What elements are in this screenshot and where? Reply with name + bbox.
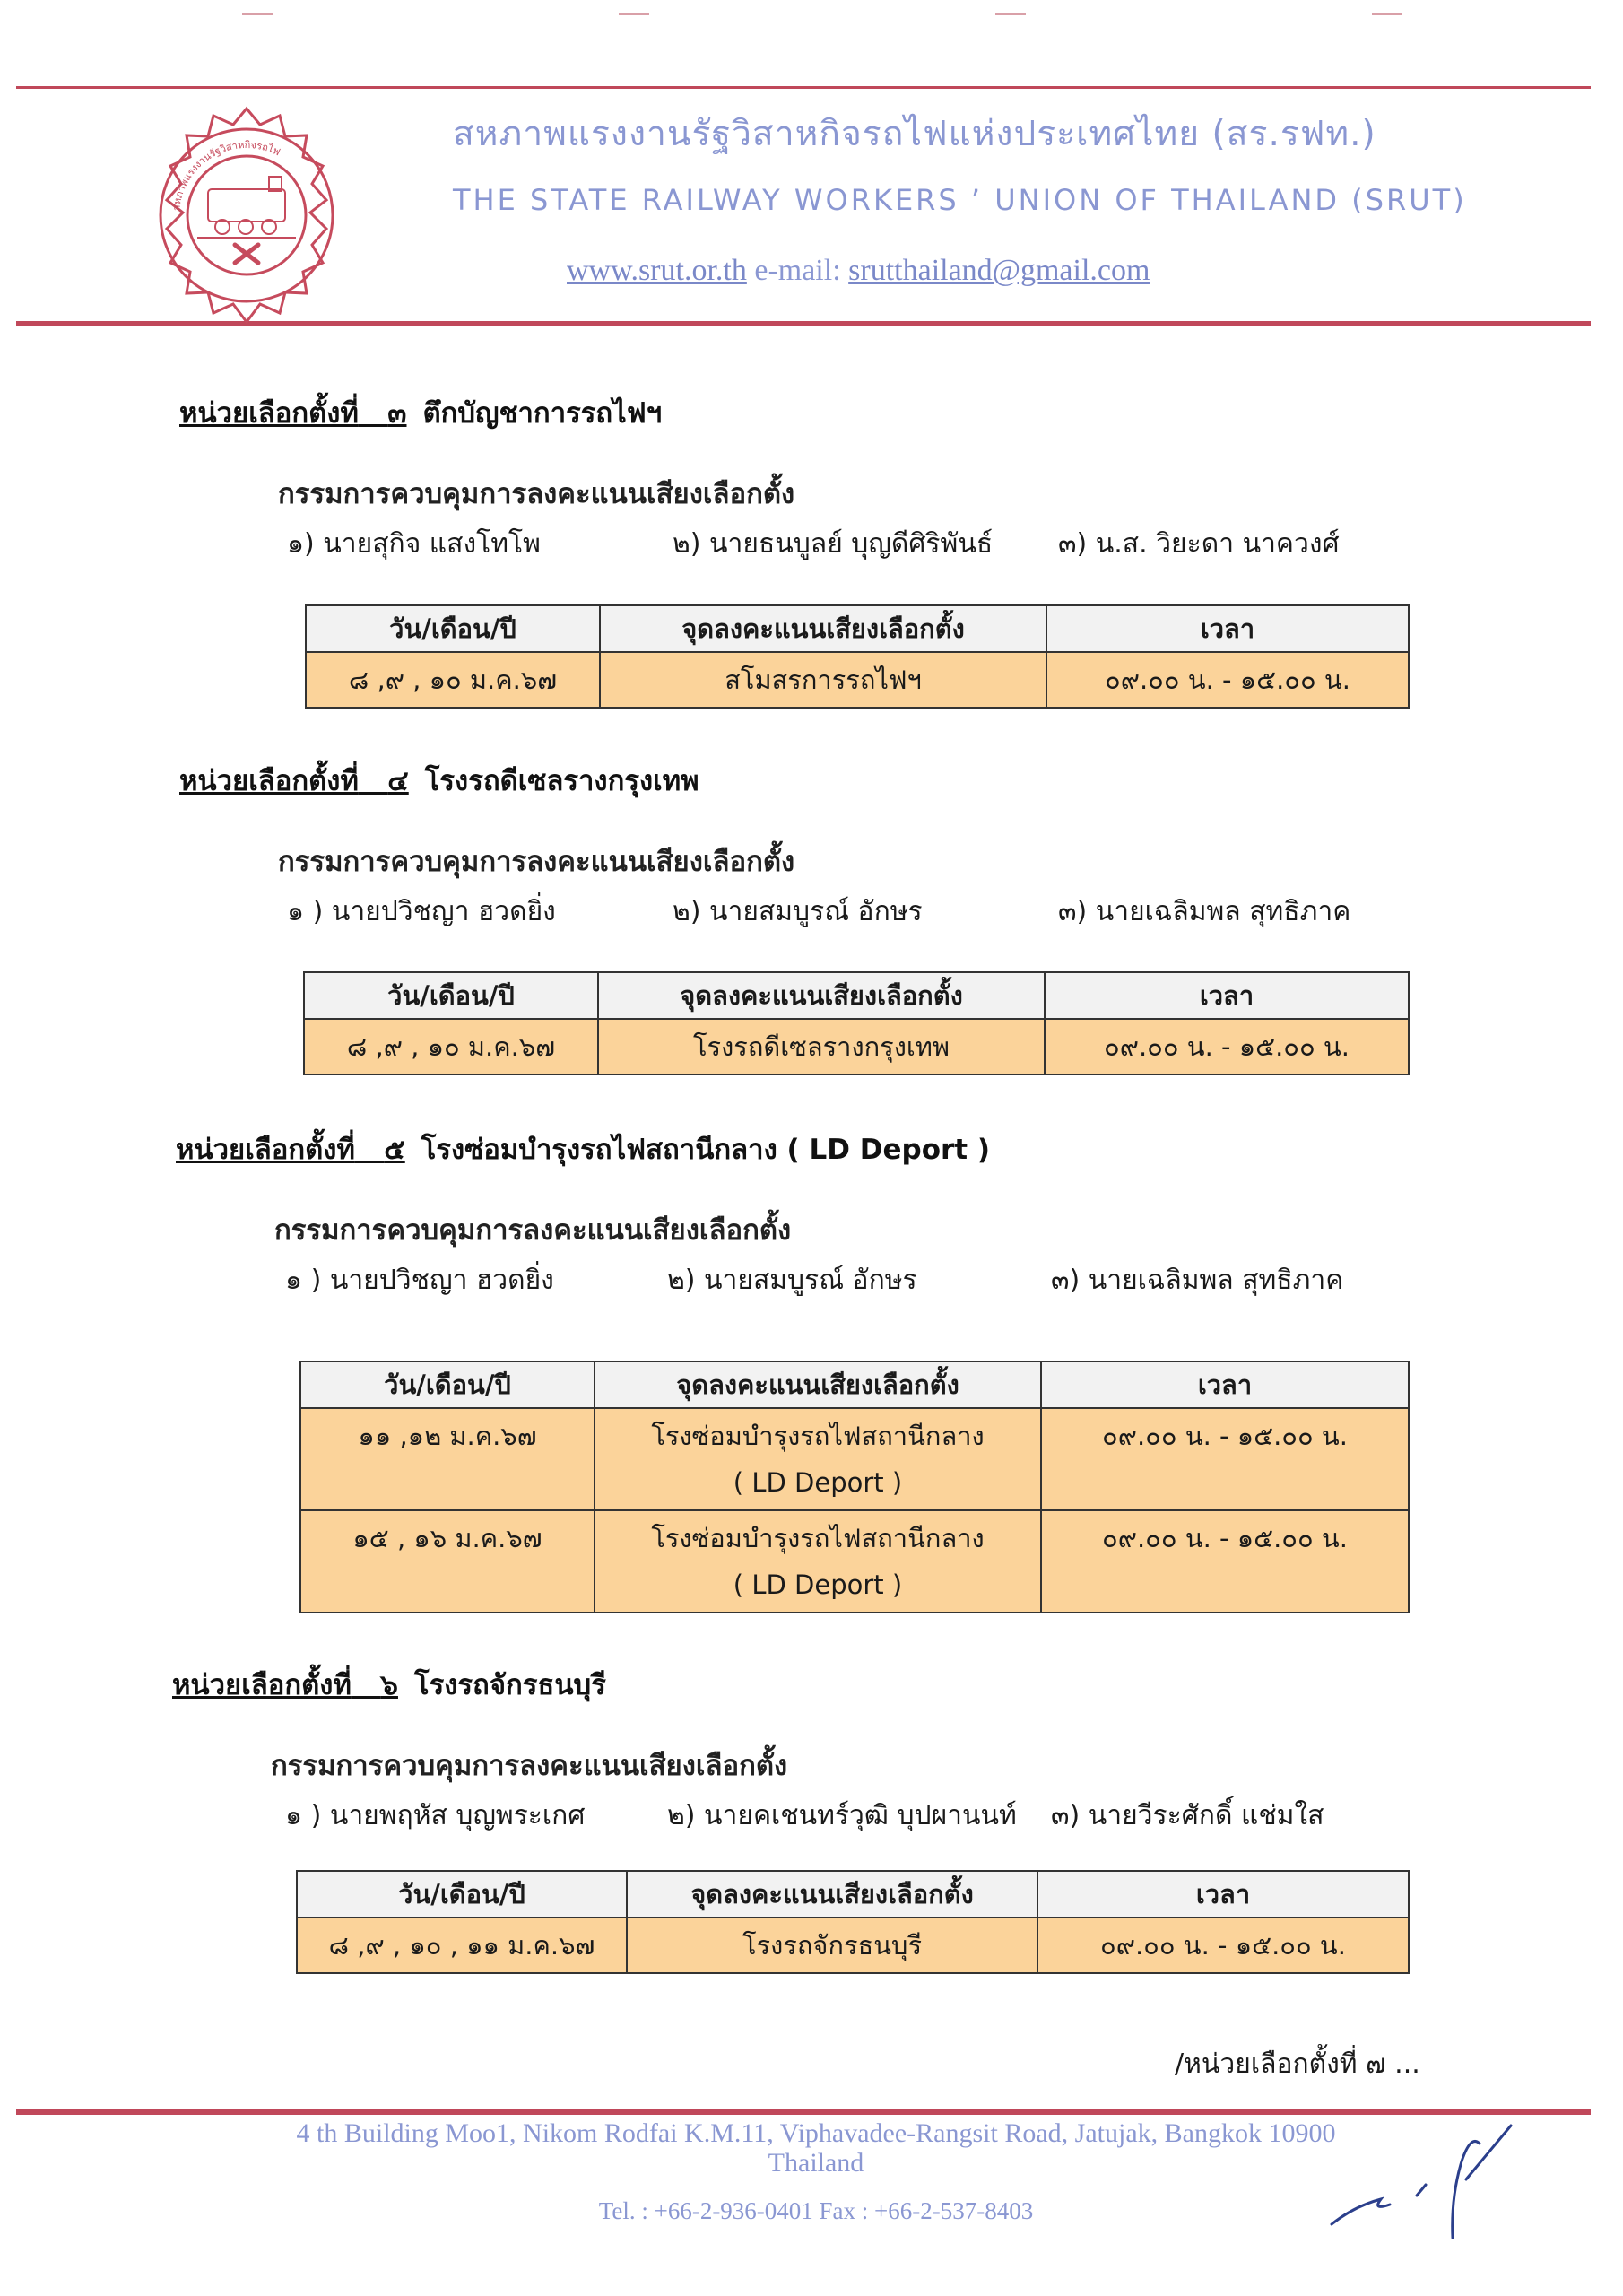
committee-member: ๑ ) นายปวิชญา ฮวดยิ่ง (287, 896, 556, 927)
unit-heading-label: หน่วยเลือกตั้งที่ (179, 765, 359, 797)
union-thai-name: สหภาพแรงงานรัฐวิสาหกิจรถไฟแห่งประเทศไทย (สร.รฟท.) (453, 114, 1376, 154)
place-line: ( LD Deport ) (733, 1570, 903, 1600)
place-cell (595, 1408, 1041, 1510)
committee-label: กรรมการควบคุมการลงคะแนนเสียงเลือกตั้ง (271, 1750, 788, 1782)
date-cell: ๘ ,๙ , ๑๐ ม.ค.๖๗ (306, 652, 600, 708)
committee-label: กรรมการควบคุมการลงคะแนนเสียงเลือกตั้ง (278, 478, 795, 510)
place-line: โรงซ่อมบำรุงรถไฟสถานีกลาง (651, 1523, 985, 1553)
date-cell: ๑๕ , ๑๖ ม.ค.๖๗ (300, 1510, 595, 1613)
place-cell (595, 1510, 1041, 1613)
unit-heading-label: หน่วยเลือกตั้งที่ (172, 1669, 352, 1701)
committee-label: กรรมการควบคุมการลงคะแนนเสียงเลือกตั้ง (274, 1214, 792, 1247)
col-date-header: วัน/เดือน/ปี (300, 1361, 595, 1408)
unit-heading (176, 1126, 1431, 1171)
address-line: 4 th Building Moo1, Nikom Rodfai K.M.11, Viphavadee-Rangsit Road, Jatujak, Bangkok 10900 (296, 2118, 1336, 2148)
unit-title: โรงซ่อมบำรุงรถไฟสถานีกลาง ( LD Deport ) (421, 1134, 991, 1166)
date-cell: ๑๑ ,๑๒ ม.ค.๖๗ (300, 1408, 595, 1510)
col-date-header: วัน/เดือน/ปี (306, 605, 600, 652)
contact-line (567, 254, 1150, 288)
scan-marks (0, 13, 1623, 16)
col-time-header: เวลา (1041, 1361, 1409, 1408)
schedule-table (303, 971, 1410, 1075)
unit-heading (172, 1662, 1428, 1707)
unit-heading-label: หน่วยเลือกตั้งที่ (176, 1134, 355, 1166)
col-time-header: เวลา (1037, 1871, 1409, 1918)
unit-title: โรงรถดีเซลรางกรุงเทพ (424, 765, 699, 797)
unit-title: โรงรถจักรธนบุรี (413, 1669, 606, 1701)
table-header-row (306, 605, 1409, 652)
committee-member: ๒) นายคเชนทร์วุฒิ บุปผานนท์ (667, 1800, 1017, 1831)
time-cell: ๐๙.๐๐ น. - ๑๕.๐๐ น. (1046, 652, 1409, 708)
signature (1318, 2099, 1533, 2242)
header-rule-top (16, 86, 1591, 89)
unit-number: ๕ (384, 1134, 405, 1166)
continuation-note: /หน่วยเลือกตั้งที่ ๗ ... (1175, 2048, 1420, 2080)
col-date-header: วัน/เดือน/ปี (304, 972, 598, 1019)
email-label: e-mail: (754, 254, 841, 287)
place-cell: โรงรถดีเซลรางกรุงเทพ (598, 1019, 1045, 1074)
table-header-row (297, 1871, 1409, 1918)
col-time-header: เวลา (1046, 605, 1409, 652)
table-header-row (300, 1361, 1409, 1408)
address-line: Thailand (768, 2148, 864, 2178)
col-place-header: จุดลงคะแนนเสียงเลือกตั้ง (600, 605, 1046, 652)
committee-member: ๓) นายวีระศักดิ์ แช่มใส (1051, 1800, 1324, 1831)
table-row (304, 1019, 1409, 1074)
unit-title: ตึกบัญชาการรถไฟฯ (422, 397, 663, 430)
committee-members (176, 1259, 1431, 1302)
place-line: โรงซ่อมบำรุงรถไฟสถานีกลาง (651, 1421, 985, 1451)
table-row (300, 1510, 1409, 1613)
union-logo (135, 103, 359, 327)
committee-member: ๓) น.ส. วิยะดา นาควงศ์ (1058, 528, 1340, 560)
polling-unit-6 (172, 1662, 1428, 1838)
svg-text:สหภาพแรงงานรัฐวิสาหกิจรถไฟ: สหภาพแรงงานรัฐวิสาหกิจรถไฟ (170, 138, 282, 212)
unit-number: ๖ (380, 1669, 398, 1701)
date-cell: ๘ ,๙ , ๑๐ , ๑๑ ม.ค.๖๗ (297, 1918, 627, 1973)
committee-member: ๑ ) นายพฤหัส บุญพระเกศ (285, 1800, 586, 1831)
website-link[interactable]: www.srut.or.th (567, 254, 747, 287)
time-cell: ๐๙.๐๐ น. - ๑๕.๐๐ น. (1037, 1918, 1409, 1973)
col-place-header: จุดลงคะแนนเสียงเลือกตั้ง (627, 1871, 1037, 1918)
polling-unit-3 (179, 390, 1435, 566)
time-cell: ๐๙.๐๐ น. - ๑๕.๐๐ น. (1041, 1510, 1409, 1613)
footer-contact: Tel. : +66-2-936-0401 Fax : +66-2-537-8403 (598, 2197, 1034, 2224)
committee-member: ๓) นายเฉลิมพล สุทธิภาค (1051, 1265, 1344, 1296)
schedule-table (305, 604, 1410, 709)
place-cell: โรงรถจักรธนบุรี (627, 1918, 1037, 1973)
time-cell: ๐๙.๐๐ น. - ๑๕.๐๐ น. (1041, 1408, 1409, 1510)
email-link[interactable]: srutthailand@gmail.com (848, 254, 1150, 287)
committee-members (172, 1795, 1428, 1838)
time-cell: ๐๙.๐๐ น. - ๑๕.๐๐ น. (1045, 1019, 1409, 1074)
committee-member: ๓) นายเฉลิมพล สุทธิภาค (1058, 896, 1351, 927)
table-row (306, 652, 1409, 708)
committee-label: กรรมการควบคุมการลงคะแนนเสียงเลือกตั้ง (278, 846, 795, 878)
polling-unit-5 (176, 1126, 1431, 1302)
schedule-table (299, 1361, 1410, 1613)
col-date-header: วัน/เดือน/ปี (297, 1871, 627, 1918)
unit-number: ๔ (387, 765, 409, 797)
unit-heading-label: หน่วยเลือกตั้งที่ (179, 397, 359, 430)
col-place-header: จุดลงคะแนนเสียงเลือกตั้ง (598, 972, 1045, 1019)
unit-number: ๓ (387, 397, 407, 430)
committee-member: ๑ ) นายปวิชญา ฮวดยิ่ง (285, 1265, 554, 1296)
committee-member: ๒) นายสมบูรณ์ อักษร (673, 896, 923, 927)
table-row (300, 1408, 1409, 1510)
table-header-row (304, 972, 1409, 1019)
union-english-name: THE STATE RAILWAY WORKERS ’ UNION OF THAILAND (SRUT) (453, 183, 1467, 217)
col-place-header: จุดลงคะแนนเสียงเลือกตั้ง (595, 1361, 1041, 1408)
schedule-table (296, 1870, 1410, 1974)
polling-unit-4 (179, 758, 1435, 934)
committee-member: ๒) นายสมบูรณ์ อักษร (667, 1265, 917, 1296)
table-row (297, 1918, 1409, 1973)
committee-members (179, 891, 1435, 934)
place-line: ( LD Deport ) (733, 1467, 903, 1498)
col-time-header: เวลา (1045, 972, 1409, 1019)
footer-address (242, 2118, 1390, 2178)
unit-heading (179, 390, 1435, 435)
unit-heading (179, 758, 1435, 803)
committee-members (179, 523, 1435, 566)
committee-member: ๒) นายธนบูลย์ บุญดีศิริพันธ์ (673, 528, 994, 560)
place-cell: สโมสรการรถไฟฯ (600, 652, 1046, 708)
committee-member: ๑) นายสุกิจ แสงโทโพ (287, 528, 541, 560)
date-cell: ๘ ,๙ , ๑๐ ม.ค.๖๗ (304, 1019, 598, 1074)
